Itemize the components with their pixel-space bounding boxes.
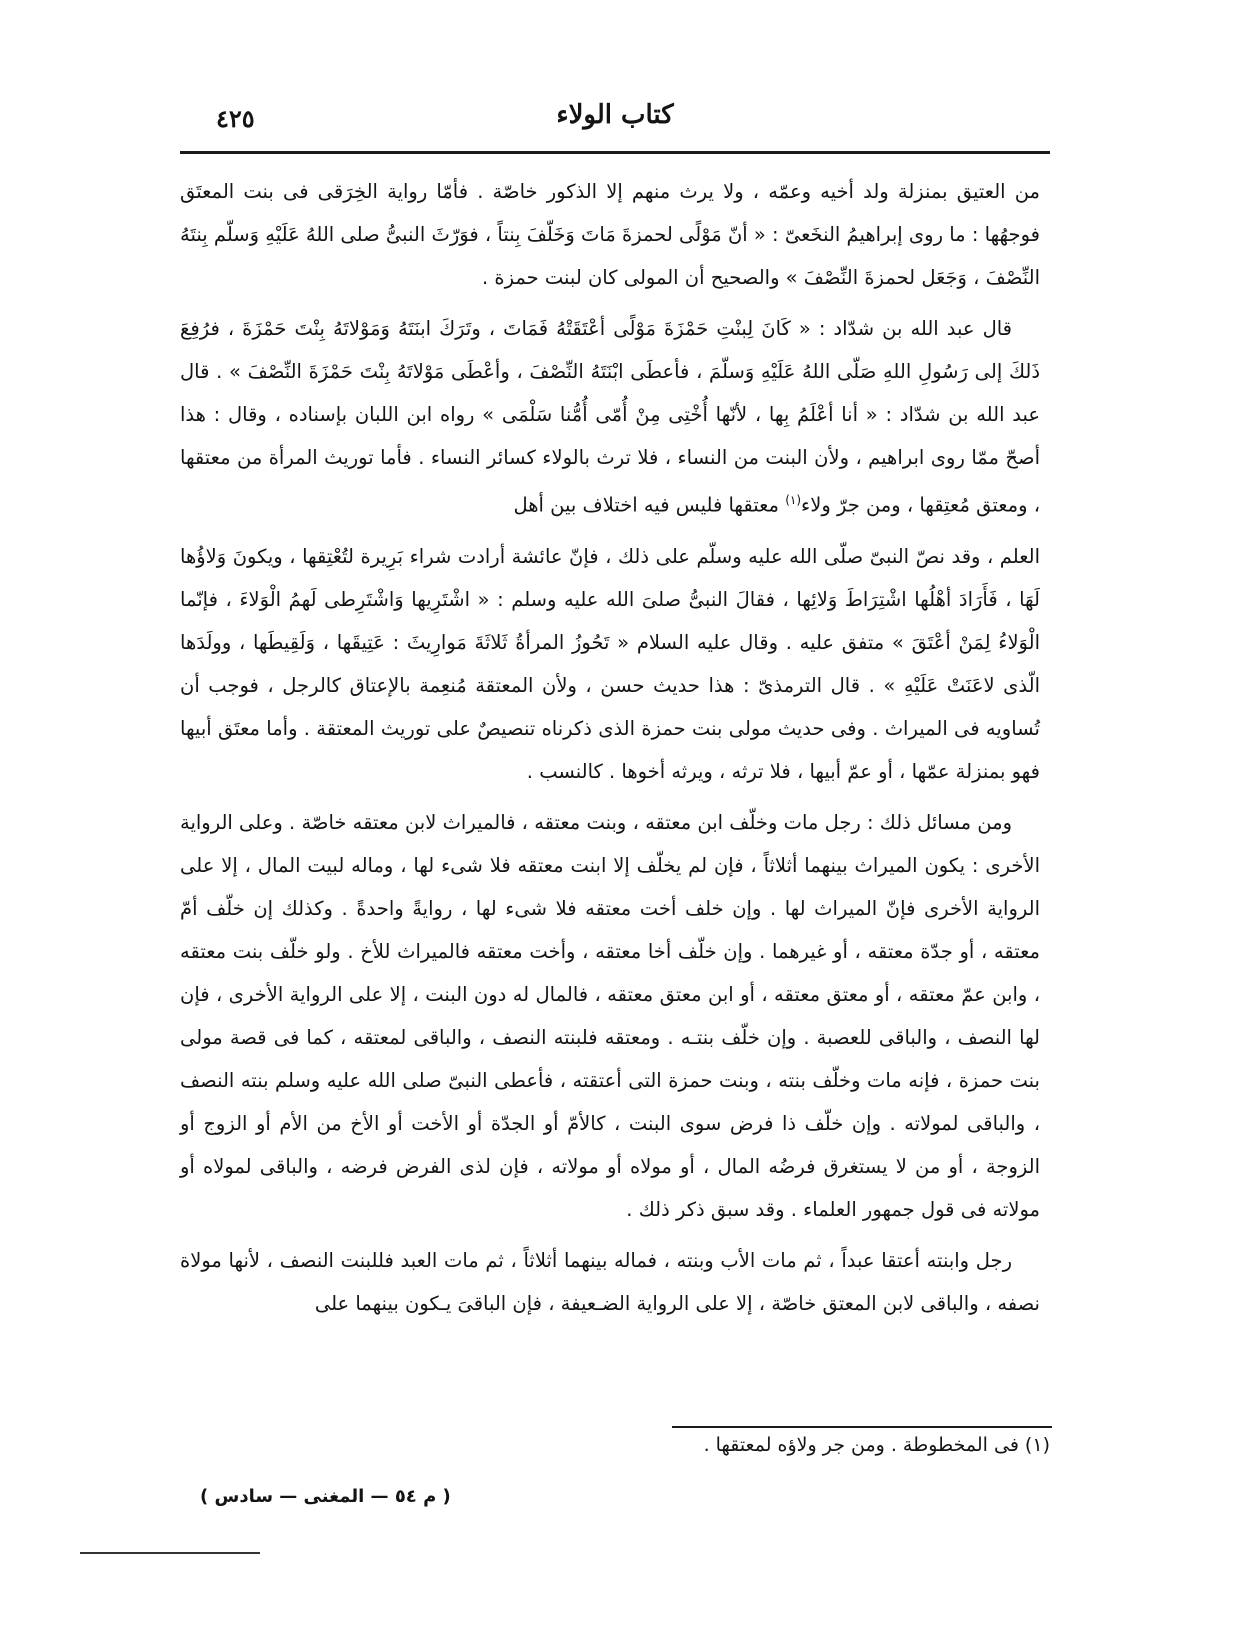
paragraph-3: العلم ، وقد نصّ النبىّ صلّى الله عليه وسلّم على ذلك ، فإنّ عائشة أرادت شراء بَرِيرة لتُعْتِقها ، ويكونَ وَلاؤُها لَهَا ، فَأَرَادَ أهْلُها اشْتِرَاطَ وَلائِها ، فقالَ النبىُّ صلىَ الله عليه وسلم : « اشْتَرِيها وَاشْتَرِطى لَهمُ الْوَلاءَ ، فإنّما الْوَلاءُ لِمَنْ أعْتَقَ » متفق عليه . وقال عليه السلام « تَحُوزُ المرأةُ ثَلاثَةَ مَوارِيثَ : عَتِيقَها ، وَلَقِيطَها ، وولَدَها الّذى لاعَنَتْ عَلَيْهِ » . قال الترمذىّ : هذا حديث حسن ، ولأن المعتقة مُنعِمة بالإعتاق كالرجل ، فوجب أن تُساويه فى الميراث . وفى حديث مولى بنت حمزة الذى ذكرناه تنصيصٌ على توريث المعتقة . وأما معتَق أبيها فهو بمنزلة عمّها ، أو عمّ أبيها ، فلا ترثه ، ويرثه أخوها . كالنسب .	[180, 544, 1040, 783]
bottom-rule	[80, 1552, 260, 1554]
paragraph-5: رجل وابنته أعتقا عبداً ، ثم مات الأب وبنته ، فماله بينهما أثلاثاً ، ثم مات العبد فللبنت النصف ، لأنها مولاة نصفه ، والباقى لابن المعتق خاصّة ، إلا على الرواية الضـعيفة ، فإن الباقىَ يـكون بينهما على	[180, 1248, 1040, 1315]
paragraph-2-tail: معتقها فليس فيه اختلاف بين أهل	[513, 493, 780, 517]
page-number: ٤٢٥	[216, 104, 255, 133]
footnote: (١) فى المخطوطة . ومن جر ولاؤه لمعتقها .	[703, 1434, 1050, 1456]
paragraph-2	[180, 307, 1040, 527]
page-title: كتاب الولاء	[556, 100, 674, 130]
paragraph-1: من العتيق بمنزلة ولد أخيه وعمّه ، ولا يرث منهم إلا الذكور خاصّة . فأمّا رواية الخِرَقى فى بنت المعتَق فوجهُها : ما روى إبراهيمُ النخَعىّ : « أنّ مَوْلًى لحمزةَ مَاتَ وَخَلّفَ بِنتاً ، فوَرّثَ النبىُّ صلى اللهُ عَلَيْهِ وَسلّم بِنتَهُ النِّصْفَ ، وَجَعَل لحمزةَ النِّصْفَ » والصحيح أن المولى كان لبنت حمزة .	[180, 180, 1040, 289]
paragraph-4: ومن مسائل ذلك : رجل مات وخلّف ابن معتقه ، وبنت معتقه ، فالميراث لابن معتقه خاصّة . وعلى الرواية الأخرى : يكون الميراث بينهما أثلاثاً ، فإن لم يخلّف إلا ابنت معتقه فلا شىء لها ، وماله لبيت المال ، إلا على الرواية الأخرى فإنّ الميراث لها . وإن خلف أخت معتقه فلا شىء لها ، روايةً واحدةً . وكذلك إن خلّف أمّ معتقه ، أو جدّة معتقه ، أو غيرهما . وإن خلّف أخا معتقه ، وأخت معتقه فالميراث للأخ . ولو خلّف بنت معتقه ، وابن عمّ معتقه ، أو معتق معتقه ، أو ابن معتق معتقه ، فالمال له دون البنت ، إلا على الرواية الأخرى ، فإن لها النصف ، والباقى للعصبة . وإن خلّف بنتـه . ومعتقه فلبنته النصف ، والباقى لمعتقه ، كما فى قصة مولى بنت حمزة ، فإنه مات وخلّف بنته ، وبنت حمزة التى أعتقته ، فأعطى النبىّ صلى الله عليه وسلم بنته النصف ، والباقى لمولاته . وإن خلّف ذا فرض سوى البنت ، كالأمّ أو الجدّة أو الأخت أو الأخ من الأم أو الزوج أو الزوجة ، أو من لا يستغرق فرضُه المال ، أو مولاه أو مولاته ، فإن لذى الفرض فرضه ، والباقى لمولاه أو مولاته فى قول جمهور العلماء . وقد سبق ذكر ذلك .	[180, 810, 1040, 1221]
footnote-rule	[672, 1426, 1052, 1428]
header-rule	[180, 151, 1050, 154]
page-header	[180, 92, 1050, 152]
main-text	[180, 170, 1040, 1333]
footnote-reference: (١)	[785, 493, 802, 507]
paragraph-2-text: قال عبد الله بن شدّاد : « كَانَ لِبنْتِ حَمْزَةَ مَوْلًى أعْتَقَتْهُ فَمَاتَ ، وتَرَكَ ابنَتَهُ وَمَوْلاتَهُ بِنْتَ حَمْزَةَ ، فرُفِعَ ذَلكَ إلى رَسُولِ اللهِ صَلّى اللهُ عَلَيْهِ وَسلّمَ ، فأعطَى ابْنَتَهُ النِّصْفَ ، وأعْطَى مَوْلاتَهُ بِنْتَ حَمْزَةَ النِّصْفَ » . قال عبد الله بن شدّاد : « أنا أعْلَمُ بِها ، لأنّها أُخْتِى مِنْ أُمّى أُمُّنا سَلْمَى » رواه ابن اللبان بإسناده ، وقال : هذا أصحّ ممّا روى ابراهيم ، ولأن البنت من النساء ، فلا ترث بالولاء كسائر النساء . فأما توريث المرأة من معتقها ، ومعتق مُعتِقها ، ومن جرّ ولاء	[180, 317, 1040, 517]
signature-line: ( م ٥٤ — المغنى — سادس )	[200, 1486, 451, 1507]
